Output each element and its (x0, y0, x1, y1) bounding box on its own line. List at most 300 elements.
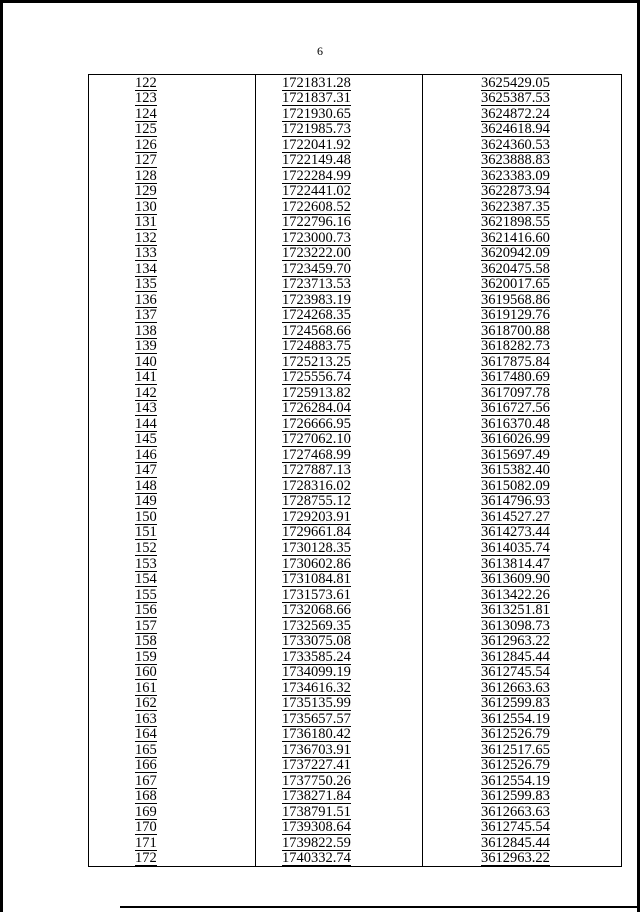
x-coordinate-cell (256, 835, 423, 851)
cell-value: 1724268.35 (282, 307, 351, 324)
x-coordinate-cell (256, 184, 423, 200)
cell-value: 1721930.65 (282, 106, 351, 122)
table-row (89, 478, 622, 494)
table-row (89, 509, 622, 525)
cell-value: 3625429.05 (481, 74, 550, 91)
cell-value: 3613251.81 (481, 602, 550, 619)
point-number-cell (89, 153, 256, 169)
x-coordinate-cell (256, 665, 423, 681)
point-number-cell (89, 680, 256, 696)
table-row (89, 432, 622, 448)
point-number-cell (89, 773, 256, 789)
cell-value: 1733075.08 (282, 633, 351, 650)
point-number-cell (89, 401, 256, 417)
point-number-cell (89, 277, 256, 293)
y-coordinate-cell (423, 634, 622, 650)
table-row (89, 773, 622, 789)
y-coordinate-cell (423, 742, 622, 758)
cell-value: 3622387.35 (481, 199, 550, 215)
cell-value: 1740332.74 (282, 850, 351, 867)
cell-value: 165 (135, 742, 157, 758)
x-coordinate-cell (256, 680, 423, 696)
point-number-cell (89, 308, 256, 324)
table-row (89, 587, 622, 603)
cell-value: 3618700.88 (481, 323, 550, 339)
y-coordinate-cell (423, 587, 622, 603)
cell-value: 140 (135, 354, 157, 370)
y-coordinate-cell (423, 727, 622, 743)
table-row (89, 323, 622, 339)
y-coordinate-cell (423, 758, 622, 774)
cell-value: 136 (135, 292, 157, 308)
x-coordinate-cell (256, 323, 423, 339)
cell-value: 1721837.31 (282, 90, 351, 107)
point-number-cell (89, 323, 256, 339)
cell-value: 164 (135, 726, 157, 743)
cell-value: 150 (135, 509, 157, 525)
table-row (89, 525, 622, 541)
x-coordinate-cell (256, 742, 423, 758)
cell-value: 151 (135, 524, 157, 541)
cell-value: 1727887.13 (282, 462, 351, 479)
cell-value: 1723983.19 (282, 292, 351, 308)
cell-value: 1728755.12 (282, 493, 351, 510)
cell-value: 143 (135, 400, 157, 417)
cell-value: 1722608.52 (282, 199, 351, 215)
cell-value: 128 (135, 168, 157, 184)
cell-value: 156 (135, 602, 157, 619)
table-row (89, 308, 622, 324)
cell-value: 1732068.66 (282, 602, 351, 619)
y-coordinate-cell (423, 509, 622, 525)
cell-value: 1735135.99 (282, 695, 351, 712)
x-coordinate-cell (256, 587, 423, 603)
cell-value: 3617875.84 (481, 354, 550, 370)
point-number-cell (89, 137, 256, 153)
cell-value: 133 (135, 245, 157, 262)
coordinates-table-body (89, 75, 622, 867)
x-coordinate-cell (256, 401, 423, 417)
x-coordinate-cell (256, 91, 423, 107)
point-number-cell (89, 804, 256, 820)
y-coordinate-cell (423, 432, 622, 448)
table-row (89, 447, 622, 463)
point-number-cell (89, 354, 256, 370)
table-row (89, 137, 622, 153)
point-number-cell (89, 509, 256, 525)
cell-value: 3619129.76 (481, 307, 550, 324)
y-coordinate-cell (423, 851, 622, 867)
y-coordinate-cell (423, 711, 622, 727)
point-number-cell (89, 820, 256, 836)
cell-value: 1738271.84 (282, 788, 351, 805)
x-coordinate-cell (256, 804, 423, 820)
cell-value: 3624360.53 (481, 137, 550, 153)
table-row (89, 556, 622, 572)
table-row (89, 851, 622, 867)
cell-value: 3612554.19 (481, 711, 550, 727)
cell-value: 123 (135, 90, 157, 107)
x-coordinate-cell (256, 773, 423, 789)
cell-value: 3615697.49 (481, 447, 550, 463)
cell-value: 3614035.74 (481, 540, 550, 556)
table-row (89, 354, 622, 370)
table-row (89, 401, 622, 417)
cell-value: 1728316.02 (282, 478, 351, 494)
y-coordinate-cell (423, 230, 622, 246)
y-coordinate-cell (423, 773, 622, 789)
table-row (89, 122, 622, 138)
cell-value: 1731084.81 (282, 571, 351, 588)
x-coordinate-cell (256, 556, 423, 572)
y-coordinate-cell (423, 835, 622, 851)
page-border-top (0, 0, 640, 3)
point-number-cell (89, 572, 256, 588)
table-row (89, 106, 622, 122)
point-number-cell (89, 696, 256, 712)
cell-value: 1725556.74 (282, 369, 351, 386)
cell-value: 1727062.10 (282, 431, 351, 448)
cell-value: 3625387.53 (481, 90, 550, 107)
y-coordinate-cell (423, 385, 622, 401)
cell-value: 3624872.24 (481, 106, 550, 122)
cell-value: 1725213.25 (282, 354, 351, 370)
cell-value: 127 (135, 152, 157, 169)
x-coordinate-cell (256, 696, 423, 712)
cell-value: 152 (135, 540, 157, 556)
cell-value: 3612963.22 (481, 633, 550, 650)
table-row (89, 758, 622, 774)
cell-value: 163 (135, 711, 157, 727)
cell-value: 3612517.65 (481, 742, 550, 758)
x-coordinate-cell (256, 168, 423, 184)
cell-value: 126 (135, 137, 157, 153)
cell-value: 1734099.19 (282, 664, 351, 681)
cell-value: 3612663.63 (481, 804, 550, 820)
cell-value: 124 (135, 106, 157, 122)
y-coordinate-cell (423, 323, 622, 339)
x-coordinate-cell (256, 106, 423, 122)
point-number-cell (89, 447, 256, 463)
cell-value: 3612663.63 (481, 680, 550, 696)
cell-value: 132 (135, 230, 157, 246)
table-row (89, 416, 622, 432)
table-row (89, 680, 622, 696)
cell-value: 157 (135, 618, 157, 634)
cell-value: 142 (135, 385, 157, 401)
table-row (89, 153, 622, 169)
cell-value: 155 (135, 587, 157, 603)
y-coordinate-cell (423, 370, 622, 386)
x-coordinate-cell (256, 277, 423, 293)
cell-value: 1723459.70 (282, 261, 351, 277)
y-coordinate-cell (423, 820, 622, 836)
x-coordinate-cell (256, 649, 423, 665)
cell-value: 3617480.69 (481, 369, 550, 386)
cell-value: 1735657.57 (282, 711, 351, 727)
coordinates-table (88, 74, 622, 867)
cell-value: 3612845.44 (481, 649, 550, 665)
point-number-cell (89, 494, 256, 510)
table-row (89, 246, 622, 262)
y-coordinate-cell (423, 199, 622, 215)
cell-value: 168 (135, 788, 157, 805)
x-coordinate-cell (256, 618, 423, 634)
point-number-cell (89, 106, 256, 122)
table-row (89, 540, 622, 556)
table-row (89, 789, 622, 805)
table-row (89, 91, 622, 107)
cell-value: 1736180.42 (282, 726, 351, 743)
cell-value: 3613609.90 (481, 571, 550, 588)
y-coordinate-cell (423, 556, 622, 572)
cell-value: 3612526.79 (481, 726, 550, 743)
cell-value: 3621898.55 (481, 214, 550, 231)
y-coordinate-cell (423, 292, 622, 308)
cell-value: 1730602.86 (282, 555, 351, 572)
cell-value: 159 (135, 649, 157, 665)
point-number-cell (89, 758, 256, 774)
x-coordinate-cell (256, 137, 423, 153)
cell-value: 3616370.48 (481, 416, 550, 432)
x-coordinate-cell (256, 509, 423, 525)
x-coordinate-cell (256, 540, 423, 556)
cell-value: 169 (135, 804, 157, 820)
y-coordinate-cell (423, 540, 622, 556)
table-row (89, 711, 622, 727)
cell-value: 161 (135, 680, 157, 696)
cell-value: 3612745.54 (481, 664, 550, 681)
x-coordinate-cell (256, 447, 423, 463)
point-number-cell (89, 556, 256, 572)
table-row (89, 339, 622, 355)
page-border-left (0, 0, 3, 912)
point-number-cell (89, 478, 256, 494)
point-number-cell (89, 432, 256, 448)
y-coordinate-cell (423, 463, 622, 479)
cell-value: 3612745.54 (481, 819, 550, 836)
y-coordinate-cell (423, 447, 622, 463)
cell-value: 138 (135, 323, 157, 339)
cell-value: 1738791.51 (282, 804, 351, 820)
cell-value: 3623888.83 (481, 152, 550, 169)
x-coordinate-cell (256, 230, 423, 246)
y-coordinate-cell (423, 261, 622, 277)
point-number-cell (89, 261, 256, 277)
cell-value: 3619568.86 (481, 292, 550, 308)
cell-value: 3621416.60 (481, 230, 550, 246)
cell-value: 1737227.41 (282, 757, 351, 774)
cell-value: 1727468.99 (282, 447, 351, 463)
y-coordinate-cell (423, 184, 622, 200)
table-row (89, 199, 622, 215)
point-number-cell (89, 199, 256, 215)
x-coordinate-cell (256, 463, 423, 479)
cell-value: 3613814.47 (481, 555, 550, 572)
page-border-bottom (120, 906, 640, 908)
y-coordinate-cell (423, 416, 622, 432)
y-coordinate-cell (423, 122, 622, 138)
x-coordinate-cell (256, 789, 423, 805)
x-coordinate-cell (256, 758, 423, 774)
table-row (89, 603, 622, 619)
x-coordinate-cell (256, 370, 423, 386)
table-row (89, 184, 622, 200)
table-row (89, 463, 622, 479)
cell-value: 148 (135, 478, 157, 494)
cell-value: 1723222.00 (282, 245, 351, 262)
table-row (89, 742, 622, 758)
cell-value: 3615082.09 (481, 478, 550, 494)
point-number-cell (89, 184, 256, 200)
x-coordinate-cell (256, 246, 423, 262)
cell-value: 146 (135, 447, 157, 463)
point-number-cell (89, 385, 256, 401)
cell-value: 149 (135, 493, 157, 510)
cell-value: 1725913.82 (282, 385, 351, 401)
cell-value: 1726284.04 (282, 400, 351, 417)
y-coordinate-cell (423, 153, 622, 169)
x-coordinate-cell (256, 727, 423, 743)
cell-value: 130 (135, 199, 157, 215)
x-coordinate-cell (256, 354, 423, 370)
x-coordinate-cell (256, 215, 423, 231)
cell-value: 139 (135, 338, 157, 355)
cell-value: 1739822.59 (282, 835, 351, 851)
table-row (89, 168, 622, 184)
cell-value: 3624618.94 (481, 121, 550, 138)
cell-value: 3613422.26 (481, 587, 550, 603)
x-coordinate-cell (256, 292, 423, 308)
cell-value: 144 (135, 416, 157, 432)
x-coordinate-cell (256, 153, 423, 169)
cell-value: 1724883.75 (282, 338, 351, 355)
cell-value: 1732569.35 (282, 618, 351, 634)
y-coordinate-cell (423, 339, 622, 355)
table-row (89, 665, 622, 681)
cell-value: 137 (135, 307, 157, 324)
point-number-cell (89, 618, 256, 634)
point-number-cell (89, 742, 256, 758)
point-number-cell (89, 789, 256, 805)
x-coordinate-cell (256, 572, 423, 588)
cell-value: 3612554.19 (481, 773, 550, 789)
table-row (89, 696, 622, 712)
cell-value: 3617097.78 (481, 385, 550, 401)
x-coordinate-cell (256, 432, 423, 448)
y-coordinate-cell (423, 680, 622, 696)
point-number-cell (89, 370, 256, 386)
cell-value: 167 (135, 773, 157, 789)
cell-value: 3613098.73 (481, 618, 550, 634)
table-row (89, 215, 622, 231)
y-coordinate-cell (423, 215, 622, 231)
point-number-cell (89, 649, 256, 665)
cell-value: 3612599.83 (481, 788, 550, 805)
y-coordinate-cell (423, 168, 622, 184)
x-coordinate-cell (256, 308, 423, 324)
cell-value: 162 (135, 695, 157, 712)
y-coordinate-cell (423, 572, 622, 588)
table-row (89, 634, 622, 650)
x-coordinate-cell (256, 478, 423, 494)
cell-value: 1722796.16 (282, 214, 351, 231)
point-number-cell (89, 75, 256, 91)
y-coordinate-cell (423, 478, 622, 494)
cell-value: 3612845.44 (481, 835, 550, 851)
cell-value: 131 (135, 214, 157, 231)
point-number-cell (89, 634, 256, 650)
table-row (89, 618, 622, 634)
y-coordinate-cell (423, 696, 622, 712)
table-row (89, 804, 622, 820)
cell-value: 172 (135, 850, 157, 867)
y-coordinate-cell (423, 665, 622, 681)
y-coordinate-cell (423, 91, 622, 107)
cell-value: 1733585.24 (282, 649, 351, 665)
table-row (89, 727, 622, 743)
cell-value: 3614273.44 (481, 524, 550, 541)
cell-value: 3620475.58 (481, 261, 550, 277)
table-row (89, 649, 622, 665)
point-number-cell (89, 168, 256, 184)
cell-value: 141 (135, 369, 157, 386)
table-row (89, 75, 622, 91)
y-coordinate-cell (423, 308, 622, 324)
cell-value: 3614527.27 (481, 509, 550, 525)
cell-value: 1729661.84 (282, 524, 351, 541)
cell-value: 1721831.28 (282, 74, 351, 91)
cell-value: 135 (135, 276, 157, 293)
point-number-cell (89, 122, 256, 138)
cell-value: 3616026.99 (481, 431, 550, 448)
cell-value: 160 (135, 664, 157, 681)
cell-value: 1722284.99 (282, 168, 351, 184)
cell-value: 3612963.22 (481, 850, 550, 867)
x-coordinate-cell (256, 385, 423, 401)
table-row (89, 385, 622, 401)
point-number-cell (89, 215, 256, 231)
cell-value: 3616727.56 (481, 400, 550, 417)
x-coordinate-cell (256, 603, 423, 619)
cell-value: 3620017.65 (481, 276, 550, 293)
table-row (89, 261, 622, 277)
x-coordinate-cell (256, 122, 423, 138)
cell-value: 3623383.09 (481, 168, 550, 184)
point-number-cell (89, 339, 256, 355)
point-number-cell (89, 851, 256, 867)
cell-value: 1723713.53 (282, 276, 351, 293)
point-number-cell (89, 292, 256, 308)
x-coordinate-cell (256, 820, 423, 836)
point-number-cell (89, 230, 256, 246)
cell-value: 134 (135, 261, 157, 277)
y-coordinate-cell (423, 525, 622, 541)
cell-value: 3615382.40 (481, 462, 550, 479)
point-number-cell (89, 246, 256, 262)
x-coordinate-cell (256, 261, 423, 277)
cell-value: 154 (135, 571, 157, 588)
page-number: 6 (317, 44, 323, 58)
cell-value: 1722441.02 (282, 183, 351, 200)
x-coordinate-cell (256, 494, 423, 510)
point-number-cell (89, 711, 256, 727)
y-coordinate-cell (423, 75, 622, 91)
cell-value: 3612599.83 (481, 695, 550, 712)
point-number-cell (89, 463, 256, 479)
y-coordinate-cell (423, 494, 622, 510)
y-coordinate-cell (423, 789, 622, 805)
